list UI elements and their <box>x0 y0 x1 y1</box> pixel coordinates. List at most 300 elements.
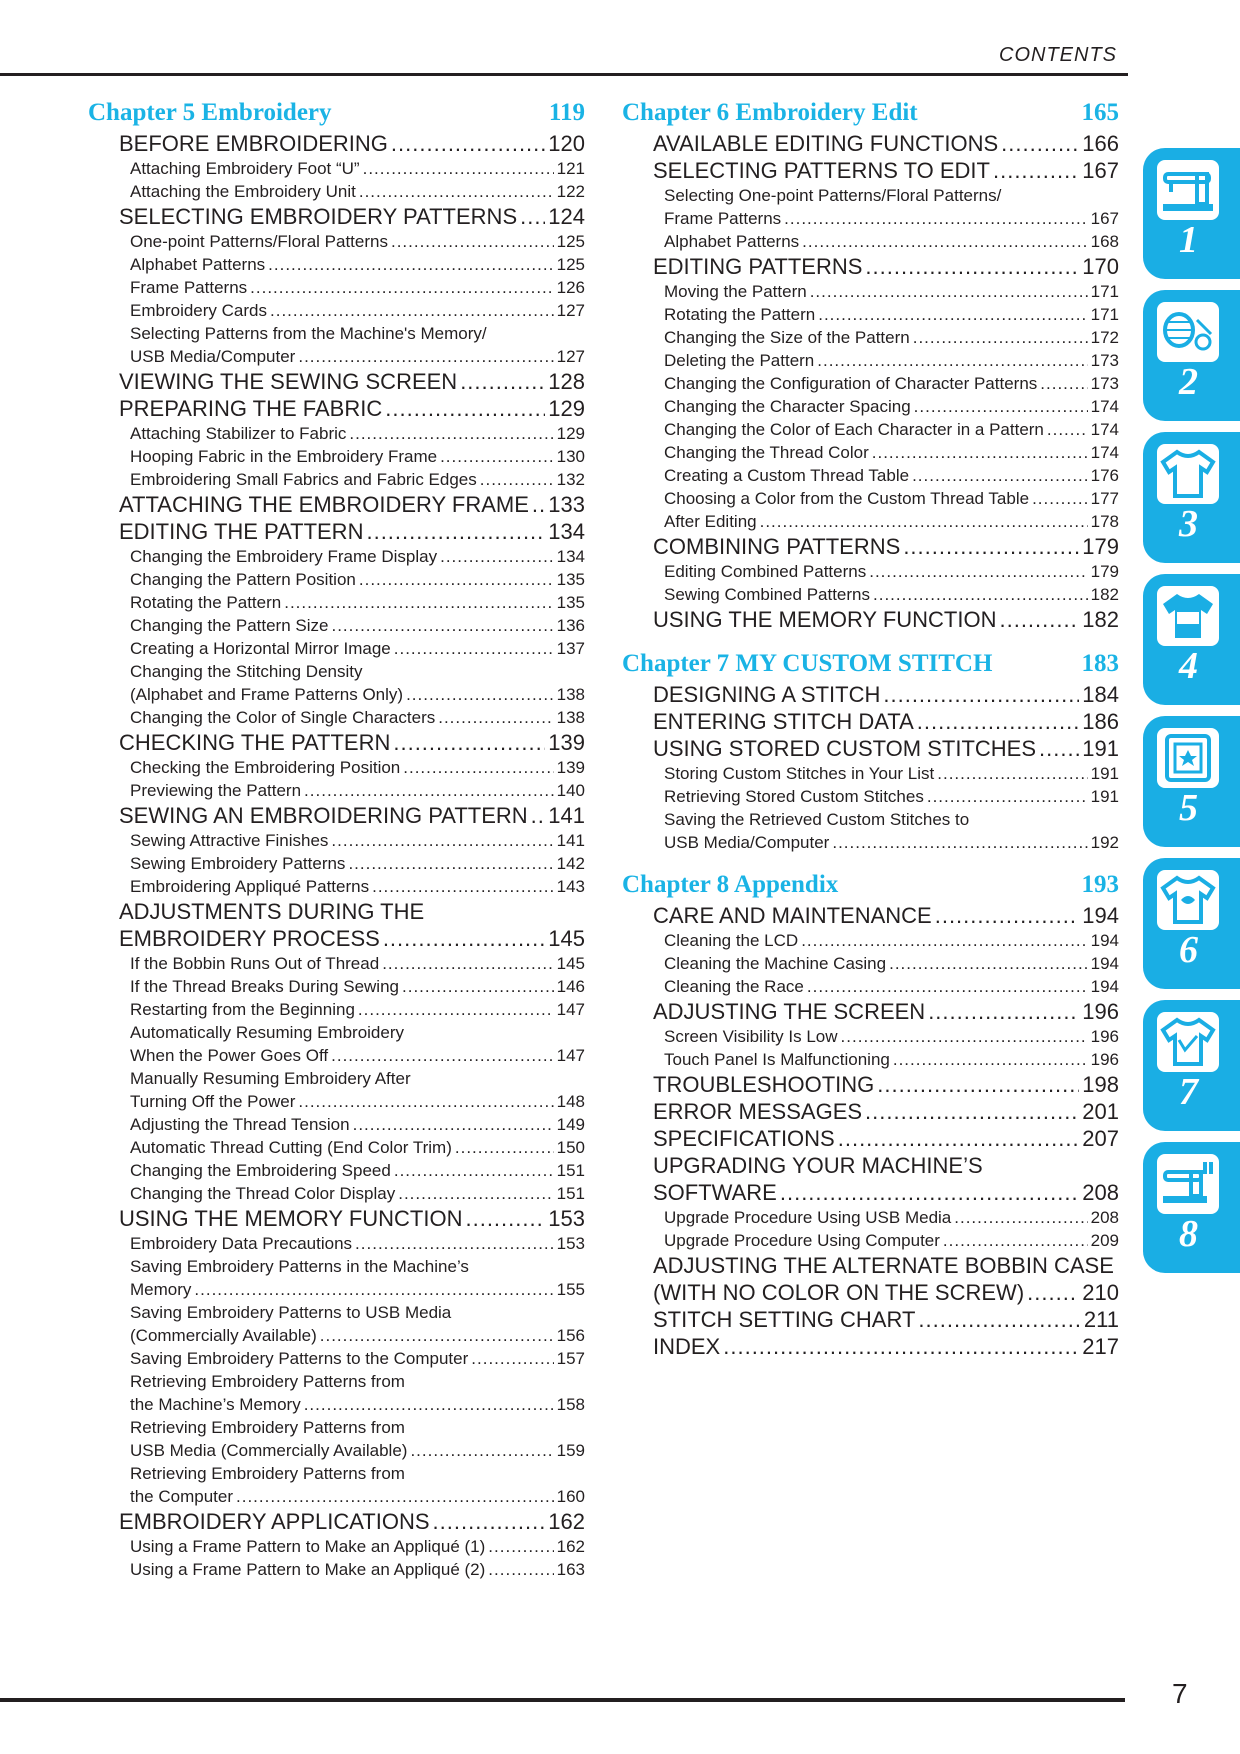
toc-subentry[interactable] <box>88 975 585 998</box>
chapter-8-heading[interactable] <box>622 868 1119 902</box>
entry-page: 207 <box>1082 1126 1119 1151</box>
entry-page: 149 <box>556 1115 585 1134</box>
entry-page: 173 <box>1090 374 1119 393</box>
dot-leader <box>382 952 553 975</box>
entry-title: AVAILABLE EDITING FUNCTIONS <box>653 131 999 156</box>
toc-subentry[interactable] <box>622 395 1119 418</box>
entry-page: 159 <box>556 1441 585 1460</box>
entry-page: 208 <box>1082 1180 1119 1205</box>
toc-entry[interactable] <box>622 708 1119 735</box>
entry-page: 173 <box>1090 351 1119 370</box>
entry-title: Selecting One-point Patterns/Floral Patterns/ <box>664 186 1002 205</box>
tab-number: 7 <box>1179 1071 1198 1113</box>
toc-entry[interactable] <box>88 1205 585 1232</box>
toc-subentry[interactable] <box>88 637 585 660</box>
toc-subentry <box>88 660 585 683</box>
toc-subentry[interactable] <box>622 207 1119 230</box>
entry-page: 177 <box>1090 489 1119 508</box>
entry-title: Retrieving Embroidery Patterns from <box>130 1418 405 1437</box>
entry-page: 143 <box>556 877 585 896</box>
chapter-tab-1[interactable] <box>1143 148 1240 279</box>
entry-page: 132 <box>556 470 585 489</box>
toc-subentry[interactable] <box>622 230 1119 253</box>
toc-subentry[interactable] <box>88 1090 585 1113</box>
entry-title: Rotating the Pattern <box>130 593 282 612</box>
toc-subentry[interactable] <box>88 468 585 491</box>
toc-subentry[interactable] <box>622 510 1119 533</box>
toc-subentry[interactable] <box>622 464 1119 487</box>
entry-title: Choosing a Color from the Custom Thread Table <box>664 489 1030 508</box>
dot-leader <box>236 1485 554 1508</box>
toc-entry[interactable] <box>88 130 585 157</box>
toc-entry[interactable] <box>622 533 1119 560</box>
dot-leader <box>912 464 1088 487</box>
chapter-tab-8[interactable] <box>1143 1142 1240 1273</box>
toc-subentry[interactable] <box>88 706 585 729</box>
chapter-tab-7[interactable] <box>1143 1000 1240 1131</box>
entry-page: 122 <box>556 182 585 201</box>
chapter-tab-5[interactable] <box>1143 716 1240 847</box>
entry-title: Screen Visibility Is Low <box>664 1027 838 1046</box>
entry-page: 192 <box>1090 833 1119 852</box>
dot-leader <box>383 925 545 952</box>
toc-entry <box>622 1152 1119 1179</box>
toc-subentry[interactable] <box>88 852 585 875</box>
toc-subentry[interactable] <box>88 614 585 637</box>
entry-page: 153 <box>556 1234 585 1253</box>
dot-leader <box>838 1125 1080 1152</box>
entry-page: 176 <box>1090 466 1119 485</box>
dot-leader <box>913 326 1088 349</box>
entry-title: Upgrade Procedure Using USB Media <box>664 1208 952 1227</box>
tab-number: 4 <box>1179 645 1198 687</box>
chapter-tab-3[interactable] <box>1143 432 1240 563</box>
entry-title: Changing the Pattern Size <box>130 616 329 635</box>
entry-page: 171 <box>1090 305 1119 324</box>
dot-leader <box>903 533 1079 560</box>
chapter-title: Chapter 8 Appendix <box>622 871 839 898</box>
dot-leader <box>250 276 553 299</box>
entry-title: Changing the Configuration of Character Patterns <box>664 374 1038 393</box>
entry-title: Using a Frame Pattern to Make an Appliqué (2) <box>130 1560 486 1579</box>
dot-leader <box>298 1090 553 1113</box>
toc-subentry[interactable] <box>622 785 1119 808</box>
entry-page: 163 <box>556 1560 585 1579</box>
toc-list <box>622 681 1119 854</box>
toc-entry[interactable] <box>622 1098 1119 1125</box>
entry-title: Upgrade Procedure Using Computer <box>664 1231 940 1250</box>
dot-leader <box>366 518 545 545</box>
entry-title: Checking the Embroidering Position <box>130 758 401 777</box>
toc-entry[interactable] <box>622 130 1119 157</box>
entry-title: Retrieving Stored Custom Stitches <box>664 787 924 806</box>
dot-leader <box>433 1508 546 1535</box>
toc-subentry <box>622 808 1119 831</box>
dot-leader <box>355 1232 554 1255</box>
entry-page: 168 <box>1090 232 1119 251</box>
toc-subentry[interactable] <box>88 1044 585 1067</box>
dot-leader <box>999 606 1079 633</box>
entry-page: 150 <box>556 1138 585 1157</box>
chapter-6-heading[interactable] <box>622 96 1119 130</box>
toc-subentry[interactable] <box>622 1025 1119 1048</box>
dot-leader <box>993 157 1079 184</box>
toc-subentry[interactable] <box>88 1324 585 1347</box>
toc-entry[interactable] <box>622 1333 1119 1360</box>
entry-title: Changing the Embroidering Speed <box>130 1161 391 1180</box>
entry-page: 135 <box>556 593 585 612</box>
toc-subentry[interactable] <box>88 568 585 591</box>
dot-leader <box>394 1159 554 1182</box>
toc-subentry[interactable] <box>88 157 585 180</box>
toc-entry[interactable] <box>622 902 1119 929</box>
entry-page: 137 <box>556 639 585 658</box>
toc-subentry[interactable] <box>622 303 1119 326</box>
embroidery-frame-icon <box>1157 728 1219 788</box>
entry-title: ADJUSTING THE SCREEN <box>653 999 926 1024</box>
toc-entry[interactable] <box>88 491 585 518</box>
toc-subentry[interactable] <box>88 1113 585 1136</box>
dot-leader <box>440 545 554 568</box>
entry-title: EMBROIDERY PROCESS <box>119 926 380 951</box>
toc-entry[interactable] <box>88 203 585 230</box>
entry-page: 127 <box>556 301 585 320</box>
toc-subentry[interactable] <box>622 762 1119 785</box>
toc-entry[interactable] <box>622 1279 1119 1306</box>
dot-leader <box>832 831 1087 854</box>
toc-subentry[interactable] <box>88 1485 585 1508</box>
dot-leader <box>841 1025 1088 1048</box>
entry-title: Previewing the Pattern <box>130 781 302 800</box>
toc-subentry <box>88 322 585 345</box>
entry-page: 130 <box>556 447 585 466</box>
toc-subentry[interactable] <box>622 349 1119 372</box>
tab-number: 8 <box>1179 1213 1198 1255</box>
shirt-stitch-icon <box>1157 1012 1219 1072</box>
entry-title: BEFORE EMBROIDERING <box>119 131 388 156</box>
entry-title: Alphabet Patterns <box>664 232 800 251</box>
entry-title: SELECTING EMBROIDERY PATTERNS <box>119 204 518 229</box>
entry-title: If the Thread Breaks During Sewing <box>130 977 399 996</box>
toc-entry[interactable] <box>622 681 1119 708</box>
entry-page: 153 <box>548 1206 585 1231</box>
toc-subentry[interactable] <box>88 1159 585 1182</box>
toc-entry[interactable] <box>88 925 585 952</box>
toc-subentry[interactable] <box>622 929 1119 952</box>
entry-page: 201 <box>1082 1099 1119 1124</box>
toc-entry[interactable] <box>622 1306 1119 1333</box>
entry-title: Creating a Horizontal Mirror Image <box>130 639 391 658</box>
dot-leader <box>402 975 554 998</box>
toc-subentry <box>88 1255 585 1278</box>
toc-subentry[interactable] <box>88 445 585 468</box>
chapter-page: 119 <box>548 99 585 126</box>
toc-subentry[interactable] <box>88 230 585 253</box>
toc-subentry[interactable] <box>622 441 1119 464</box>
entry-page: 158 <box>556 1395 585 1414</box>
dot-leader <box>358 998 554 1021</box>
entry-title: Using a Frame Pattern to Make an Appliqué (1) <box>130 1537 486 1556</box>
toc-subentry[interactable] <box>622 487 1119 510</box>
dot-leader <box>935 902 1080 929</box>
entry-title: EMBROIDERY APPLICATIONS <box>119 1509 430 1534</box>
entry-title: Restarting from the Beginning <box>130 1000 355 1019</box>
entry-title: Saving Embroidery Patterns to the Computer <box>130 1349 469 1368</box>
entry-title: Automatically Resuming Embroidery <box>130 1023 404 1042</box>
entry-title: Cleaning the LCD <box>664 931 799 950</box>
dot-leader <box>917 708 1080 735</box>
toc-subentry[interactable] <box>622 1206 1119 1229</box>
entry-title: Alphabet Patterns <box>130 255 266 274</box>
entry-title: After Editing <box>664 512 757 531</box>
chapter-tab-2[interactable] <box>1143 290 1240 421</box>
toc-subentry[interactable] <box>622 560 1119 583</box>
toc-entry[interactable] <box>622 1125 1119 1152</box>
entry-page: 182 <box>1090 585 1119 604</box>
toc-entry[interactable] <box>88 729 585 756</box>
sewing-machine-help-icon <box>1157 1154 1219 1214</box>
toc-subentry[interactable] <box>622 952 1119 975</box>
entry-title: Attaching the Embroidery Unit <box>130 182 356 201</box>
chapter-tab-4[interactable] <box>1143 574 1240 705</box>
entry-title: Changing the Thread Color Display <box>130 1184 396 1203</box>
toc-subentry[interactable] <box>622 418 1119 441</box>
entry-page: 134 <box>556 547 585 566</box>
toc-entry[interactable] <box>622 998 1119 1025</box>
dot-leader <box>372 875 554 898</box>
entry-title: Cleaning the Machine Casing <box>664 954 887 973</box>
dot-leader <box>298 345 553 368</box>
entry-title: SELECTING PATTERNS TO EDIT <box>653 158 990 183</box>
toc-entry[interactable] <box>622 735 1119 762</box>
tab-number: 1 <box>1179 219 1198 261</box>
entry-title: Manually Resuming Embroidery After <box>130 1069 411 1088</box>
entry-page: 135 <box>556 570 585 589</box>
entry-page: 182 <box>1082 607 1119 632</box>
toc-entry[interactable] <box>622 157 1119 184</box>
entry-page: 129 <box>556 424 585 443</box>
dot-leader <box>391 230 554 253</box>
entry-page: 171 <box>1090 282 1119 301</box>
toc-entry <box>622 1252 1119 1279</box>
toc-subentry[interactable] <box>88 1182 585 1205</box>
toc-subentry[interactable] <box>88 1232 585 1255</box>
toc-subentry[interactable] <box>622 326 1119 349</box>
shirt-embroidery-icon <box>1157 870 1219 930</box>
entry-page: 162 <box>556 1537 585 1556</box>
entry-title: Changing the Size of the Pattern <box>664 328 910 347</box>
entry-title: Retrieving Embroidery Patterns from <box>130 1464 405 1483</box>
toc-subentry[interactable] <box>88 180 585 203</box>
entry-page: 138 <box>556 685 585 704</box>
entry-page: 208 <box>1090 1208 1119 1227</box>
toc-subentry[interactable] <box>88 998 585 1021</box>
toc-subentry[interactable] <box>88 779 585 802</box>
entry-page: 157 <box>556 1349 585 1368</box>
entry-title: Frame Patterns <box>664 209 782 228</box>
toc-subentry[interactable] <box>622 583 1119 606</box>
dot-leader <box>394 637 554 660</box>
dot-leader <box>410 1439 553 1462</box>
dot-leader <box>801 929 1087 952</box>
dot-leader <box>1039 735 1079 762</box>
entry-title: Editing Combined Patterns <box>664 562 867 581</box>
chapter-tabs <box>1143 148 1240 1284</box>
entry-page: 184 <box>1082 682 1119 707</box>
chapter-title: Chapter 6 Embroidery Edit <box>622 99 918 126</box>
entry-title: Selecting Patterns from the Machine's Memory/ <box>130 324 487 343</box>
toc-subentry[interactable] <box>88 683 585 706</box>
entry-page: 138 <box>556 708 585 727</box>
toc-entry[interactable] <box>622 1179 1119 1206</box>
toc-subentry[interactable] <box>88 1393 585 1416</box>
toc-subentry <box>88 1067 585 1090</box>
toc-subentry[interactable] <box>622 280 1119 303</box>
chapter-5-heading[interactable] <box>88 96 585 130</box>
toc-subentry[interactable] <box>88 829 585 852</box>
entry-title: CARE AND MAINTENANCE <box>653 903 932 928</box>
dot-leader <box>807 975 1088 998</box>
toc-subentry[interactable] <box>88 952 585 975</box>
toc-entry[interactable] <box>622 606 1119 633</box>
toc-subentry[interactable] <box>88 1535 585 1558</box>
entry-title: SPECIFICATIONS <box>653 1126 835 1151</box>
entry-title: Touch Panel Is Malfunctioning <box>664 1050 890 1069</box>
toc-subentry[interactable] <box>622 975 1119 998</box>
entry-title: Turning Off the Power <box>130 1092 296 1111</box>
entry-page: 156 <box>556 1326 585 1345</box>
entry-title: COMBINING PATTERNS <box>653 534 901 559</box>
chapter-page: 193 <box>1081 871 1119 898</box>
toc-subentry[interactable] <box>88 299 585 322</box>
entry-page: 178 <box>1090 512 1119 531</box>
dot-leader <box>403 756 553 779</box>
toc-entry[interactable] <box>88 368 585 395</box>
entry-title: ERROR MESSAGES <box>653 1099 863 1124</box>
dot-leader <box>1040 372 1087 395</box>
dot-leader <box>471 1347 553 1370</box>
tab-number: 3 <box>1179 503 1198 545</box>
entry-title: Attaching Stabilizer to Fabric <box>130 424 347 443</box>
toc-subentry[interactable] <box>88 591 585 614</box>
entry-title: Memory <box>130 1280 192 1299</box>
dot-leader <box>268 253 553 276</box>
toc-subentry[interactable] <box>88 345 585 368</box>
toc-subentry[interactable] <box>622 372 1119 395</box>
dot-leader <box>869 560 1087 583</box>
chapter-tab-6[interactable] <box>1143 858 1240 989</box>
entry-page: 194 <box>1090 931 1119 950</box>
entry-title: USING THE MEMORY FUNCTION <box>653 607 997 632</box>
toc-subentry[interactable] <box>88 545 585 568</box>
entry-page: 136 <box>556 616 585 635</box>
chapter-7-heading[interactable] <box>622 647 1119 681</box>
entry-page: 139 <box>556 758 585 777</box>
toc-subentry[interactable] <box>622 1229 1119 1252</box>
dot-leader <box>723 1333 1079 1360</box>
chapter-title: Chapter 5 Embroidery <box>88 99 332 126</box>
toc-entry[interactable] <box>88 395 585 422</box>
dot-leader <box>520 203 545 230</box>
entry-title: EDITING PATTERNS <box>653 254 863 279</box>
dot-leader <box>398 1182 553 1205</box>
entry-title: VIEWING THE SEWING SCREEN <box>119 369 458 394</box>
toc-subentry[interactable] <box>622 1048 1119 1071</box>
dot-leader <box>889 952 1088 975</box>
entry-page: 160 <box>556 1487 585 1506</box>
entry-title: Changing the Stitching Density <box>130 662 363 681</box>
entry-page: 142 <box>556 854 585 873</box>
toc-subentry[interactable] <box>622 831 1119 854</box>
toc-entry[interactable] <box>622 1071 1119 1098</box>
dot-leader <box>818 303 1087 326</box>
entry-page: 121 <box>556 159 585 178</box>
entry-title: Creating a Custom Thread Table <box>664 466 910 485</box>
toc-subentry[interactable] <box>88 422 585 445</box>
tab-number: 2 <box>1179 361 1198 403</box>
toc-subentry[interactable] <box>88 1558 585 1581</box>
entry-page: 179 <box>1090 562 1119 581</box>
toc-entry[interactable] <box>88 518 585 545</box>
toc-subentry[interactable] <box>88 1439 585 1462</box>
entry-title: Rotating the Pattern <box>664 305 816 324</box>
toc-subentry[interactable] <box>88 875 585 898</box>
entry-title: If the Bobbin Runs Out of Thread <box>130 954 380 973</box>
entry-page: 167 <box>1082 158 1119 183</box>
entry-page: 147 <box>556 1046 585 1065</box>
entry-page: 147 <box>556 1000 585 1019</box>
bottom-divider <box>0 1698 1125 1702</box>
dot-leader <box>531 802 546 829</box>
dot-leader <box>331 614 553 637</box>
toc-subentry[interactable] <box>88 276 585 299</box>
toc-subentry[interactable] <box>88 1347 585 1370</box>
dot-leader <box>331 1044 554 1067</box>
toc-subentry <box>88 1301 585 1324</box>
thread-spools-icon <box>1157 302 1219 362</box>
entry-page: 194 <box>1090 954 1119 973</box>
dot-leader <box>385 395 545 422</box>
shirt-icon <box>1157 444 1219 504</box>
entry-title: Frame Patterns <box>130 278 248 297</box>
toc-subentry[interactable] <box>88 756 585 779</box>
toc-subentry[interactable] <box>88 1278 585 1301</box>
entry-page: 134 <box>548 519 585 544</box>
entry-title: Embroidery Cards <box>130 301 267 320</box>
entry-page: 170 <box>1082 254 1119 279</box>
entry-title: Storing Custom Stitches in Your List <box>664 764 935 783</box>
dot-leader <box>359 568 554 591</box>
toc-subentry[interactable] <box>88 1136 585 1159</box>
entry-title: TROUBLESHOOTING <box>653 1072 875 1097</box>
dot-leader <box>438 706 553 729</box>
dot-leader <box>391 130 545 157</box>
entry-title: Changing the Color of Each Character in a Pattern <box>664 420 1044 439</box>
toc-entry[interactable] <box>88 802 585 829</box>
entry-title: Changing the Character Spacing <box>664 397 911 416</box>
dot-leader <box>270 299 554 322</box>
dot-leader <box>780 1179 1079 1206</box>
entry-title: Moving the Pattern <box>664 282 807 301</box>
toc-entry[interactable] <box>622 253 1119 280</box>
entry-title: SEWING AN EMBROIDERING PATTERN <box>119 803 528 828</box>
entry-title: Deleting the Pattern <box>664 351 815 370</box>
toc-subentry <box>88 1021 585 1044</box>
dot-leader <box>865 1098 1079 1125</box>
entry-page: 194 <box>1082 903 1119 928</box>
toc-entry[interactable] <box>88 1508 585 1535</box>
toc-subentry[interactable] <box>88 253 585 276</box>
